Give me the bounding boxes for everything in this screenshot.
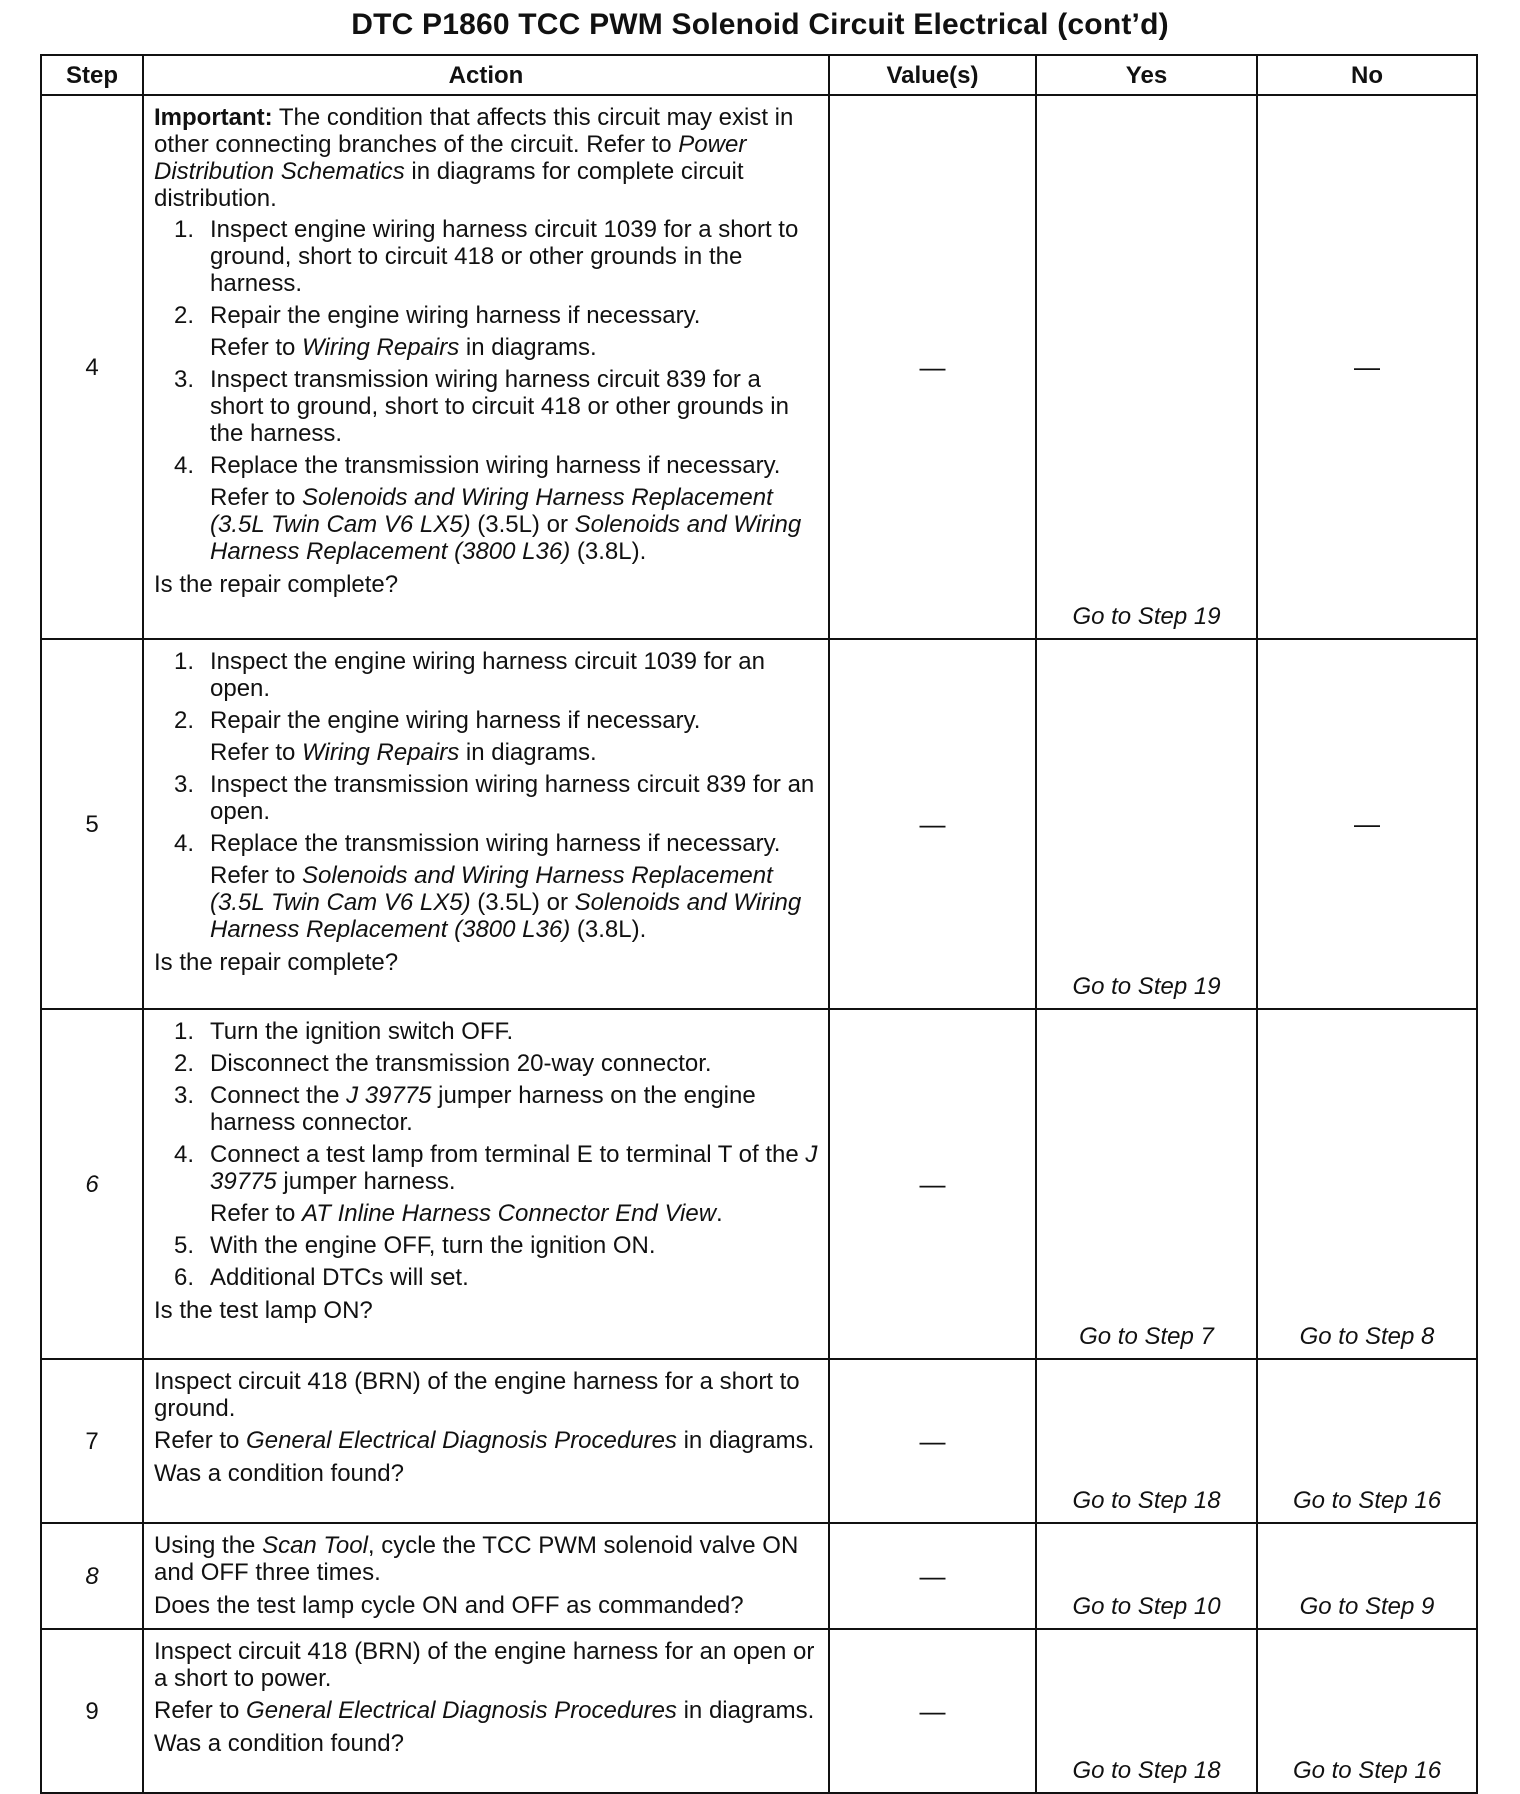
list-item bbox=[154, 1232, 820, 1259]
item-text: Repair the engine wiring harness if necessary. bbox=[210, 707, 701, 734]
item-text: Inspect the engine wiring harness circuit 1039 for an open. bbox=[210, 648, 765, 702]
item-reference bbox=[210, 739, 820, 766]
item-text: Additional DTCs will set. bbox=[210, 1264, 469, 1291]
step-question: Does the test lamp cycle ON and OFF as commanded? bbox=[154, 1592, 744, 1619]
item-number: 3. bbox=[174, 1082, 195, 1109]
value-cell: — bbox=[829, 1629, 1036, 1793]
tool-reference: J 39775 bbox=[210, 1141, 818, 1195]
procedure-list bbox=[154, 216, 820, 565]
yes-cell bbox=[1036, 1009, 1257, 1359]
list-item bbox=[154, 1141, 820, 1227]
action-cell bbox=[143, 1523, 829, 1629]
yes-link[interactable]: Go to Step 19 bbox=[1072, 603, 1221, 630]
no-link[interactable]: Go to Step 16 bbox=[1292, 1487, 1442, 1514]
yes-cell bbox=[1036, 1629, 1257, 1793]
no-cell bbox=[1257, 1359, 1477, 1523]
item-number: 1. bbox=[174, 1018, 195, 1045]
no-cell bbox=[1257, 95, 1477, 639]
important-note bbox=[154, 104, 820, 212]
action-reference bbox=[154, 1427, 820, 1454]
item-text: Inspect engine wiring harness circuit 1039 for a short to ground, short to circuit 418 or other grounds in the harness. bbox=[210, 216, 799, 297]
step-number: 9 bbox=[41, 1629, 143, 1793]
item-text: Connect the bbox=[210, 1082, 347, 1109]
ref-text: in diagrams. bbox=[459, 739, 597, 766]
ref-title: General Electrical Diagnosis Procedures bbox=[246, 1697, 677, 1724]
list-item bbox=[154, 366, 820, 447]
list-item bbox=[154, 216, 820, 297]
item-text: jumper harness on the engine harness connector. bbox=[210, 1082, 756, 1136]
no-cell bbox=[1257, 1523, 1477, 1629]
ref-title: Wiring Repairs bbox=[302, 739, 460, 766]
item-text: Replace the transmission wiring harness if necessary. bbox=[210, 452, 781, 479]
item-text: Turn the ignition switch OFF. bbox=[210, 1018, 514, 1045]
ref-text: Refer to bbox=[210, 862, 303, 889]
list-item bbox=[154, 830, 820, 943]
list-item bbox=[154, 707, 820, 766]
step-question: Is the repair complete? bbox=[154, 949, 399, 976]
yes-cell bbox=[1036, 1359, 1257, 1523]
diagnostic-table bbox=[40, 54, 1478, 1794]
ref-title: Solenoids and Wiring Harness Replacement (3.5L Twin Cam V6 LX5) bbox=[210, 862, 773, 916]
step-question: Was a condition found? bbox=[154, 1460, 404, 1487]
ref-title: AT Inline Harness Connector End View bbox=[302, 1200, 717, 1227]
step-number: 7 bbox=[41, 1359, 143, 1523]
table-row bbox=[41, 95, 1477, 639]
procedure-list bbox=[154, 648, 820, 943]
ref-title: General Electrical Diagnosis Procedures bbox=[246, 1427, 677, 1454]
no-value: — bbox=[1354, 351, 1380, 382]
list-item bbox=[154, 648, 820, 702]
ref-text: (3.8L). bbox=[570, 538, 647, 565]
value-cell: — bbox=[829, 639, 1036, 1009]
procedure-list bbox=[154, 1018, 820, 1291]
header-yes: Yes bbox=[1036, 55, 1257, 95]
item-text: With the engine OFF, turn the ignition ON. bbox=[210, 1232, 656, 1259]
action-text: Inspect circuit 418 (BRN) of the engine harness for a short to ground. bbox=[154, 1368, 800, 1422]
step-number: 5 bbox=[41, 639, 143, 1009]
header-no: No bbox=[1257, 55, 1477, 95]
ref-text: (3.8L). bbox=[570, 916, 647, 943]
note-text: The condition that affects this circuit may exist in other connecting branches of the circuit. Refer to bbox=[154, 104, 794, 158]
value-cell: — bbox=[829, 95, 1036, 639]
no-value: — bbox=[1354, 808, 1380, 839]
item-number: 3. bbox=[174, 771, 195, 798]
item-reference bbox=[210, 862, 820, 943]
item-number: 1. bbox=[174, 648, 195, 675]
item-number: 4. bbox=[174, 1141, 195, 1168]
no-link[interactable]: Go to Step 8 bbox=[1299, 1323, 1435, 1350]
ref-text: (3.5L) or bbox=[470, 511, 575, 538]
yes-cell bbox=[1036, 1523, 1257, 1629]
ref-text: Refer to bbox=[154, 1427, 247, 1454]
action-reference bbox=[154, 1697, 820, 1724]
step-number: 8 bbox=[41, 1523, 143, 1629]
important-label: Important: bbox=[154, 104, 273, 131]
item-text: Repair the engine wiring harness if necessary. bbox=[210, 302, 701, 329]
list-item bbox=[154, 1050, 820, 1077]
action-text bbox=[154, 1532, 820, 1586]
value-cell: — bbox=[829, 1359, 1036, 1523]
list-item bbox=[154, 1264, 820, 1291]
yes-link[interactable]: Go to Step 18 bbox=[1072, 1487, 1221, 1514]
note-text: in diagrams for complete circuit distribution. bbox=[154, 158, 744, 212]
item-reference bbox=[210, 334, 820, 361]
action-text-part: Using the bbox=[154, 1532, 263, 1559]
item-number: 4. bbox=[174, 452, 195, 479]
no-cell bbox=[1257, 1009, 1477, 1359]
yes-link[interactable]: Go to Step 7 bbox=[1079, 1323, 1214, 1350]
table-row bbox=[41, 1009, 1477, 1359]
note-reference: Power Distribution Schematics bbox=[154, 131, 747, 185]
item-text: Disconnect the transmission 20-way connector. bbox=[210, 1050, 712, 1077]
tool-reference: Scan Tool bbox=[262, 1532, 368, 1559]
action-cell bbox=[143, 1629, 829, 1793]
no-link[interactable]: Go to Step 16 bbox=[1292, 1757, 1442, 1784]
page-title: DTC P1860 TCC PWM Solenoid Circuit Electrical (cont’d) bbox=[351, 8, 1169, 41]
item-number: 4. bbox=[174, 830, 195, 857]
action-cell bbox=[143, 95, 829, 639]
ref-text: in diagrams. bbox=[459, 334, 597, 361]
table-row bbox=[41, 1359, 1477, 1523]
ref-text: Refer to bbox=[210, 739, 303, 766]
item-number: 6. bbox=[174, 1264, 195, 1291]
step-question: Is the test lamp ON? bbox=[154, 1297, 373, 1324]
item-number: 3. bbox=[174, 366, 195, 393]
no-cell bbox=[1257, 639, 1477, 1009]
header-action: Action bbox=[143, 55, 829, 95]
value-cell: — bbox=[829, 1009, 1036, 1359]
yes-cell bbox=[1036, 639, 1257, 1009]
action-cell bbox=[143, 1009, 829, 1359]
tool-reference: J 39775 bbox=[346, 1082, 432, 1109]
yes-link[interactable]: Go to Step 19 bbox=[1072, 973, 1221, 1000]
ref-text: Refer to bbox=[210, 334, 303, 361]
item-text: Inspect the transmission wiring harness circuit 839 for an open. bbox=[210, 771, 815, 825]
header-step: Step bbox=[41, 55, 143, 95]
ref-title: Solenoids and Wiring Harness Replacement (3.5L Twin Cam V6 LX5) bbox=[210, 484, 773, 538]
list-item bbox=[154, 302, 820, 361]
item-text: Inspect transmission wiring harness circuit 839 for a short to ground, short to circuit 418 or other grounds in the harness. bbox=[210, 366, 789, 447]
item-text: Replace the transmission wiring harness if necessary. bbox=[210, 830, 781, 857]
list-item bbox=[154, 771, 820, 825]
no-link[interactable]: Go to Step 9 bbox=[1299, 1593, 1435, 1620]
item-text: Connect a test lamp from terminal E to terminal T of the bbox=[210, 1141, 806, 1168]
item-number: 2. bbox=[174, 302, 195, 329]
table-row bbox=[41, 1629, 1477, 1793]
yes-cell bbox=[1036, 95, 1257, 639]
ref-title: Solenoids and Wiring Harness Replacement (3800 L36) bbox=[210, 889, 802, 943]
item-reference bbox=[210, 484, 820, 565]
ref-text: Refer to bbox=[154, 1697, 247, 1724]
item-number: 2. bbox=[174, 1050, 195, 1077]
step-number: 4 bbox=[41, 95, 143, 639]
step-question: Is the repair complete? bbox=[154, 571, 399, 598]
item-text: jumper harness. bbox=[276, 1168, 456, 1195]
yes-link[interactable]: Go to Step 18 bbox=[1072, 1757, 1221, 1784]
header-row bbox=[41, 55, 1477, 95]
step-question: Was a condition found? bbox=[154, 1730, 404, 1757]
value-cell: — bbox=[829, 1523, 1036, 1629]
ref-text: . bbox=[716, 1200, 723, 1227]
item-number: 5. bbox=[174, 1232, 195, 1259]
ref-text: in diagrams. bbox=[676, 1427, 815, 1454]
ref-text: (3.5L) or bbox=[470, 889, 575, 916]
item-reference bbox=[210, 1200, 820, 1227]
ref-text: Refer to bbox=[210, 484, 303, 511]
item-number: 1. bbox=[174, 216, 195, 243]
list-item bbox=[154, 1082, 820, 1136]
table-row bbox=[41, 1523, 1477, 1629]
action-text: Inspect circuit 418 (BRN) of the engine harness for an open or a short to power. bbox=[154, 1638, 815, 1692]
no-cell bbox=[1257, 1629, 1477, 1793]
ref-text: in diagrams. bbox=[676, 1697, 815, 1724]
ref-text: Refer to bbox=[210, 1200, 303, 1227]
list-item bbox=[154, 1018, 820, 1045]
item-number: 2. bbox=[174, 707, 195, 734]
list-item bbox=[154, 452, 820, 565]
yes-link[interactable]: Go to Step 10 bbox=[1072, 1593, 1221, 1620]
ref-title: Solenoids and Wiring Harness Replacement (3800 L36) bbox=[210, 511, 802, 565]
table-row bbox=[41, 639, 1477, 1009]
action-cell bbox=[143, 639, 829, 1009]
ref-title: Wiring Repairs bbox=[302, 334, 460, 361]
action-cell bbox=[143, 1359, 829, 1523]
header-values: Value(s) bbox=[829, 55, 1036, 95]
step-number: 6 bbox=[41, 1009, 143, 1359]
action-text-part: , cycle the TCC PWM solenoid valve ON and OFF three times. bbox=[154, 1532, 799, 1586]
